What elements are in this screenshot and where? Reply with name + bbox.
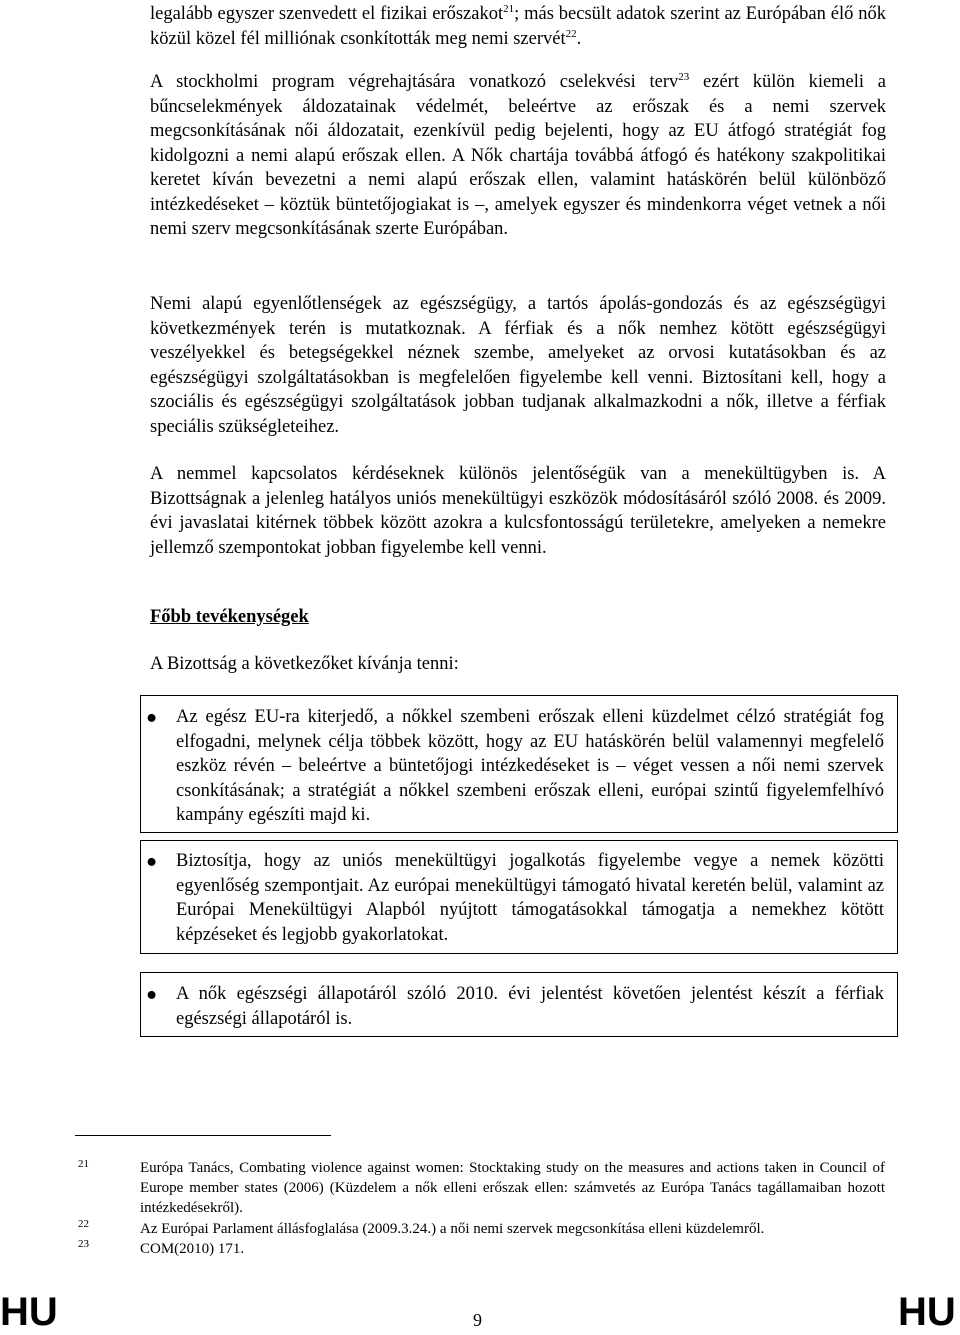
text-run: ; más becsült adatok szerint az Európában élő nők közül közel fél milliónak csonkították meg nemi szervét [150, 4, 887, 49]
text-run: ezért külön kiemeli a bűncselekmények áldozatainak védelmét, beleértve az erőszak és a nemi szervek megcsonkításának női áldozatait, ezenkívül pedig bejelenti, hogy az EU átfogó stratégiát fog kidolgozni a nemi alapú erőszak ellen. A Nők chartája továbbá átfogó és hatékony szakpolitikai keretet kíván bevezetni a nemi alapú erőszak ellen, valamint hatáskörén belül különböző intézkedéseket – köztük büntetőjogiakat is –, amelyek egyszer és mindenkorra véget vetnek a női nemi szerv megcsonkításának szerte Európában. [150, 72, 886, 239]
paragraph-continuation [150, 2, 886, 51]
bullet-icon: ● [146, 985, 158, 1005]
page-number: 9 [473, 1310, 482, 1330]
footnote-separator [75, 1135, 331, 1136]
text-run: A stockholmi program végrehajtására vonatkozó cselekvési terv [150, 72, 679, 92]
footnote-ref-23[interactable]: 23 [678, 70, 690, 83]
text-run: legalább egyszer szenvedett el fizikai erőszakot [150, 4, 504, 24]
footnote-ref-21[interactable]: 21 [503, 2, 515, 15]
footnote-number: 23 [78, 1238, 89, 1250]
paragraph-asylum: A nemmel kapcsolatos kérdéseknek különös jelentőségük van a menekültügyben is. A Bizottságnak a jelenleg hatályos uniós menekültügyi eszközök módosításáról szóló 2008. és 2009. évi javaslatai kitérnek többek között azokra a kulcsfontosságú területekre, amelyeken a nemekre jellemző szempontokat jobban figyelembe kell venni. [150, 464, 886, 558]
paragraph-health-inequalities: Nemi alapú egyenlőtlenségek az egészségügy, a tartós ápolás-gondozás és az egészségügyi következmények terén is mutatkoznak. A férfiak és a nők nemhez kötött egészségügyi veszélyekkel és betegségekkel néznek szembe, amelyeket az orvosi kutatásokban és az egészségügyi szolgáltatásokban is megfelelően figyelembe kell venni. Biztosítani kell, hogy a szociális és egészségügyi szolgáltatások jobban tudjanak alkalmazkodni a nők, illetve a férfiak speciális szükségleteihez. [150, 294, 886, 437]
text-run: . [576, 28, 582, 49]
language-code-left: HU [0, 1290, 58, 1334]
bullet-icon: ● [146, 708, 158, 728]
language-code-right: HU [898, 1290, 956, 1334]
section-lead: A Bizottság a következőket kívánja tenni: [150, 654, 459, 674]
action-item-1: Az egész EU-ra kiterjedő, a nőkkel szembeni erőszak elleni küzdelmet célzó stratégiát fog elfogadni, melynek célja többek között, hogy az EU hatáskörén belül valamennyi megfelelő eszköz révén – beleértve a büntetőjogi intézkedéseket is – véget vessen a női nemi szervek csonkításának; a stratégiát a nőkkel szembeni erőszak elleni, európai szintű figyelemfelhívó kampány egészíti majd ki. [176, 707, 884, 825]
footnote-text: Az Európai Parlament állásfoglalása (2009.3.24.) a női nemi szervek megcsonkítása elleni küzdelemről. [140, 1221, 765, 1237]
section-heading: Főbb tevékenységek [150, 607, 309, 627]
footnote-number: 22 [78, 1218, 89, 1230]
paragraph-stockholm-program [150, 70, 886, 242]
footnote-ref-22[interactable]: 22 [565, 27, 577, 40]
footnote-text: Európa Tanács, Combating violence against women: Stocktaking study on the measures and actions taken in Council of Europe member states (2006) (Küzdelem a nők elleni erőszak ellen: számvetés az Európa Tanács tagállamaiban hozott intézkedésekről). [140, 1160, 885, 1216]
action-item-2: Biztosítja, hogy az uniós menekültügyi jogalkotás figyelembe vegye a nemek közötti egyenlőség szempontjait. Az európai menekültügyi támogató hivatal keretén belül, valamint az Európai Menekültügyi Alapból nyújtott támogatásokkal támogatja a nemekhez kötött képzéseket és legjobb gyakorlatokat. [176, 851, 884, 945]
bullet-icon: ● [146, 852, 158, 872]
footnote-text: COM(2010) 171. [140, 1241, 245, 1257]
footnote-number: 21 [78, 1158, 89, 1170]
action-item-3: A nők egészségi állapotáról szóló 2010. évi jelentést követően jelentést készít a férfiak egészségi állapotáról is. [176, 984, 884, 1029]
